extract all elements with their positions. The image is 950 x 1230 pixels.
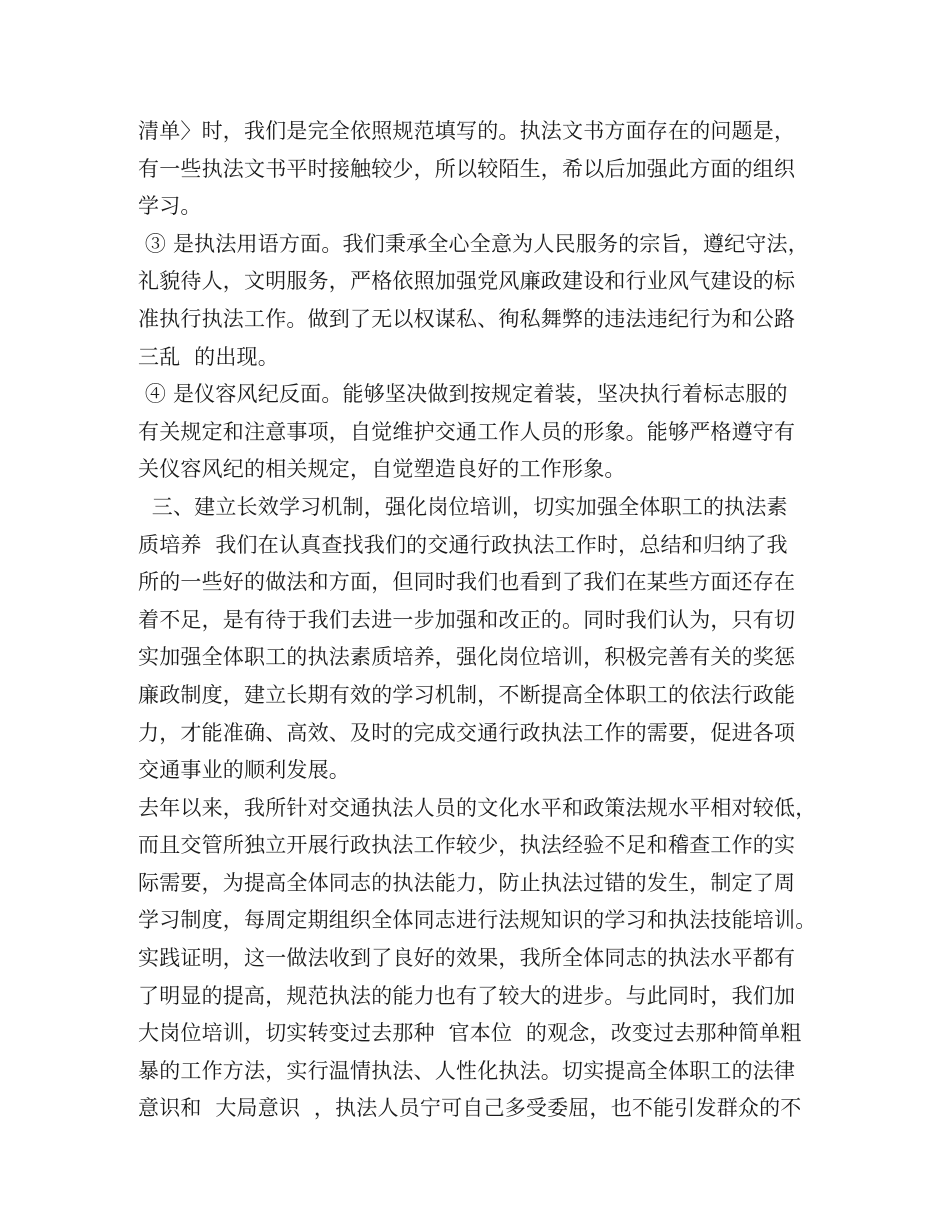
text-line: 实践证明，这一做法收到了良好的效果，我所全体同志的执法水平都有: [138, 946, 796, 971]
text-line: 了明显的提高，规范执法的能力也有了较大的进步。与此同时，我们加: [138, 983, 796, 1008]
text-line: 着不足，是有待于我们去进一步加强和改正的。同时我们认为，只有切: [138, 607, 796, 632]
document-body-text: [138, 113, 828, 1128]
text-line: 质培养 我们在认真查找我们的交通行政执法工作时，总结和归纳了我: [138, 532, 788, 557]
text-line: 交通事业的顺利发展。: [138, 758, 350, 783]
text-line: 有关规定和注意事项，自觉维护交通工作人员的形象。能够严格遵守有: [138, 419, 796, 444]
text-line: ④ 是仪容风纪反面。能够坚决做到按规定着装，坚决执行着标志服的: [138, 382, 788, 407]
text-line: 有一些执法文书平时接触较少，所以较陌生，希以后加强此方面的组织: [138, 156, 796, 181]
text-line: 清单〉时，我们是完全依照规范填写的。执法文书方面存在的问题是，: [138, 119, 796, 143]
text-line: 暴的工作方法，实行温情执法、人性化执法。切实提高全体职工的法律: [138, 1058, 796, 1083]
text-line: 力，才能准确、高效、及时的完成交通行政执法工作的需要，促进各项: [138, 720, 796, 745]
text-line: 意识和 大局意识 ，执法人员宁可自己多受委屈，也不能引发群众的不: [138, 1096, 802, 1121]
text-line: 去年以来，我所针对交通执法人员的文化水平和政策法规水平相对较低，: [138, 795, 817, 820]
text-line: 际需要，为提高全体同志的执法能力，防止执法过错的发生，制定了周: [138, 870, 796, 895]
text-line: 学习。: [138, 194, 202, 219]
text-line: 三、建立长效学习机制，强化岗位培训，切实加强全体职工的执法素: [138, 494, 788, 519]
text-line: 三乱 的出现。: [138, 344, 279, 369]
text-line: 而且交管所独立开展行政执法工作较少，执法经验不足和稽查工作的实: [138, 833, 796, 858]
text-line: ③ 是执法用语方面。我们秉承全心全意为人民服务的宗旨，遵纪守法，: [138, 231, 809, 256]
text-line: 大岗位培训，切实转变过去那种 官本位 的观念，改变过去那种简单粗: [138, 1021, 802, 1046]
text-line: 准执行执法工作。做到了无以权谋私、徇私舞弊的违法违纪行为和公路: [138, 306, 796, 331]
text-line: 实加强全体职工的执法素质培养，强化岗位培训，积极完善有关的奖惩: [138, 645, 796, 670]
text-line: 礼貌待人，文明服务，严格依照加强党风廉政建设和行业风气建设的标: [138, 269, 796, 294]
text-line: 关仪容风纪的相关规定，自觉塑造良好的工作形象。: [138, 457, 626, 482]
text-line: 所的一些好的做法和方面，但同时我们也看到了我们在某些方面还存在: [138, 570, 796, 595]
text-line: 廉政制度，建立长期有效的学习机制，不断提高全体职工的依法行政能: [138, 682, 796, 707]
text-line: 学习制度，每周定期组织全体同志进行法规知识的学习和执法技能培训。: [138, 908, 817, 933]
